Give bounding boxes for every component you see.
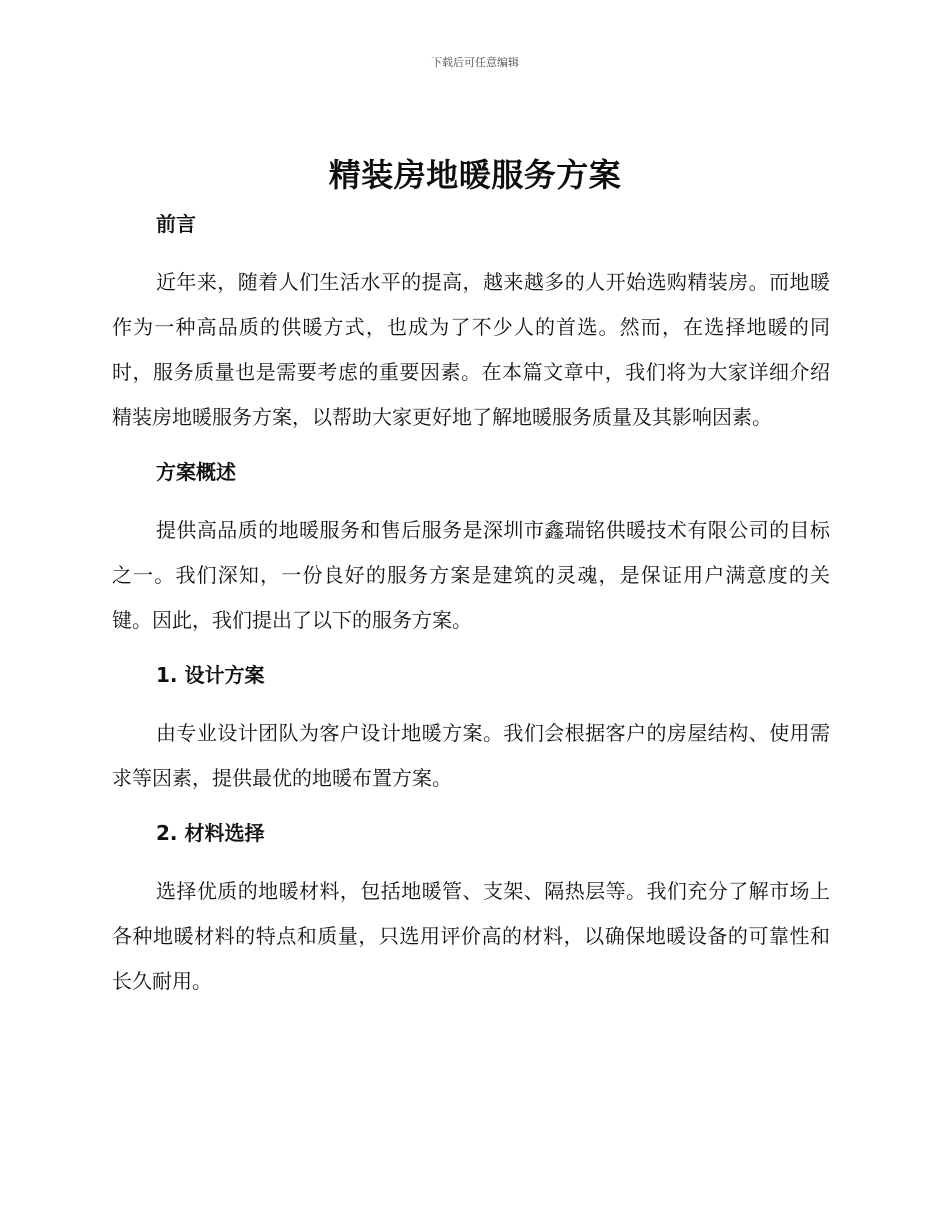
section-paragraph-overview: 提供高品质的地暖服务和售后服务是深圳市鑫瑞铭供暖技术有限公司的目标之一。我们深知，一份良好的服务方案是建筑的灵魂，是保证用户满意度的关键。因此，我们提出了以下的服务方案。 [112,518,830,632]
section-heading-design: 1. 设计方案 [156,663,265,687]
document-body [112,205,830,1004]
section-heading-overview: 方案概述 [156,460,236,484]
section-heading-preface: 前言 [156,212,196,236]
document-title: 精装房地暖服务方案 [328,156,622,194]
section-paragraph-preface: 近年来，随着人们生活水平的提高，越来越多的人开始选购精装房。而地暖作为一种高品质的供暖方式，也成为了不少人的首选。然而，在选择地暖的同时，服务质量也是需要考虑的重要因素。在本篇文章中，我们将为大家详细介绍精装房地暖服务方案，以帮助大家更好地了解地暖服务质量及其影响因素。 [112,270,830,429]
section-heading-materials: 2. 材料选择 [156,821,265,845]
header-note: 下载后可任意编辑 [431,56,519,69]
section-paragraph-design: 由专业设计团队为客户设计地暖方案。我们会根据客户的房屋结构、使用需求等因素，提供最优的地暖布置方案。 [112,721,830,790]
section-paragraph-materials: 选择优质的地暖材料，包括地暖管、支架、隔热层等。我们充分了解市场上各种地暖材料的特点和质量，只选用评价高的材料，以确保地暖设备的可靠性和长久耐用。 [112,879,830,993]
